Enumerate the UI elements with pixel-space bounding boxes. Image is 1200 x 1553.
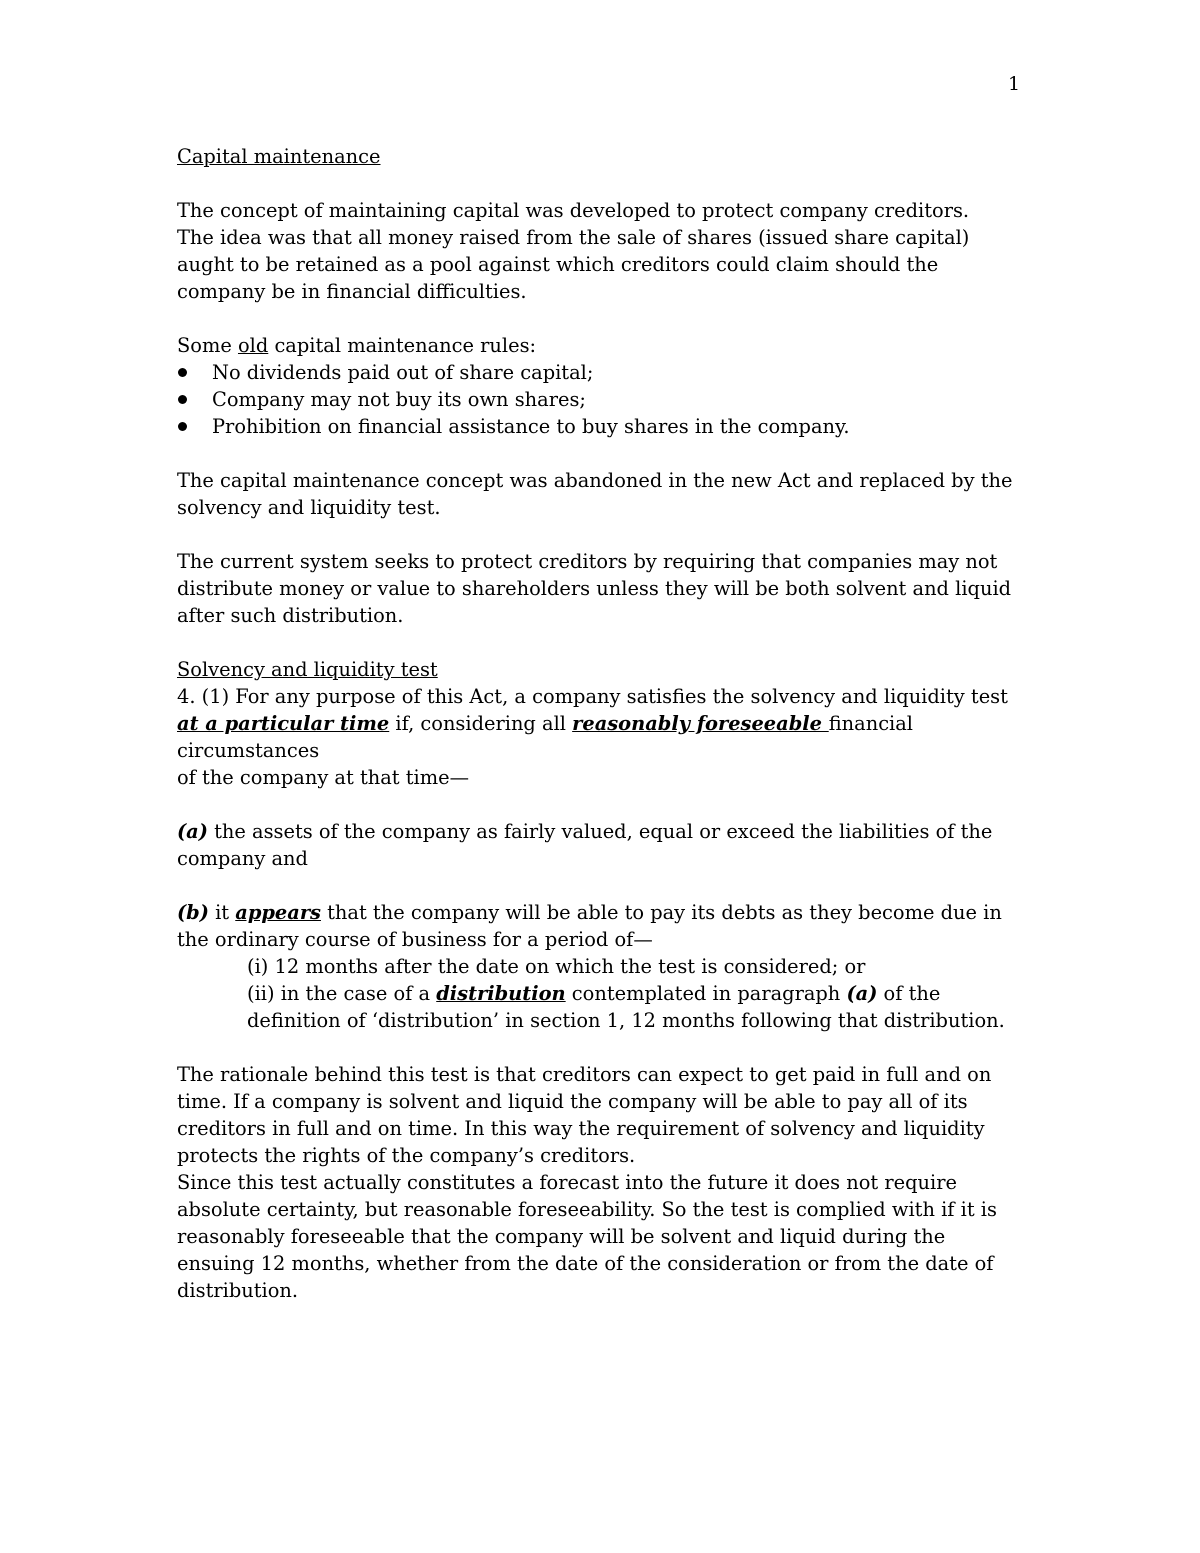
old-rules-intro bbox=[177, 332, 1037, 359]
subparagraph-ii-text: contemplated in paragraph bbox=[565, 982, 847, 1005]
rationale-line: creditors in full and on time. In this way the requirement of solvency and liquidity bbox=[177, 1117, 985, 1140]
abandoned-line: solvency and liquidity test. bbox=[177, 496, 441, 519]
paragraph-a-line bbox=[177, 818, 1037, 845]
subparagraph-ii-text: of the bbox=[877, 982, 941, 1005]
rationale-line: ensuing 12 months, whether from the date of the consideration or from the date of bbox=[177, 1252, 994, 1275]
rationale-line: Since this test actually constitutes a forecast into the future it does not require bbox=[177, 1171, 957, 1194]
intro-line: The idea was that all money raised from the sale of shares (issued share capital) bbox=[177, 226, 970, 249]
subparagraph-ii bbox=[177, 980, 1037, 1007]
paragraph-b-text: it bbox=[208, 901, 236, 924]
abandoned-paragraph bbox=[177, 467, 1037, 521]
rationale-line: reasonably foreseeable that the company will be solvent and liquid during the bbox=[177, 1225, 946, 1248]
rationale-line: time. If a company is solvent and liquid the company will be able to pay all of its bbox=[177, 1090, 968, 1113]
current-system-line: after such distribution. bbox=[177, 604, 404, 627]
section-4-text: if, considering all bbox=[389, 712, 573, 735]
heading-capital-maintenance-text: Capital maintenance bbox=[177, 145, 381, 168]
paragraph-a bbox=[177, 818, 1037, 872]
list-item: Company may not buy its own shares; bbox=[177, 386, 1037, 413]
emphasis-distribution: distribution bbox=[436, 982, 566, 1005]
rationale-line: absolute certainty, but reasonable foreseeability. So the test is complied with if it is bbox=[177, 1198, 997, 1221]
intro-line: aught to be retained as a pool against which creditors could claim should the bbox=[177, 253, 939, 276]
rationale-line: protects the rights of the company’s creditors. bbox=[177, 1144, 636, 1167]
current-system-paragraph bbox=[177, 548, 1037, 629]
subparagraph-ii-continued: definition of ‘distribution’ in section 1, 12 months following that distribution. bbox=[247, 1009, 1005, 1032]
paragraph-a-label: (a) bbox=[177, 820, 208, 843]
emphasis-particular-time: at a particular time bbox=[177, 712, 390, 735]
heading-solvency-liquidity bbox=[177, 656, 1037, 683]
intro-line: company be in financial difficulties. bbox=[177, 280, 527, 303]
old-rules-prefix: Some bbox=[177, 334, 238, 357]
section-4-line: 4. (1) For any purpose of this Act, a company satisfies the solvency and liquidity test bbox=[177, 685, 1008, 708]
list-item: Prohibition on financial assistance to buy shares in the company. bbox=[177, 413, 1037, 440]
paragraph-b-label: (b) bbox=[177, 901, 209, 924]
page-number: 1 bbox=[1008, 73, 1021, 95]
intro-paragraph bbox=[177, 197, 1037, 305]
section-4-paragraph bbox=[177, 683, 1037, 791]
rationale-line: distribution. bbox=[177, 1279, 299, 1302]
heading-capital-maintenance bbox=[177, 143, 1037, 170]
section-4-line bbox=[177, 710, 1037, 764]
heading-solvency-liquidity-text: Solvency and liquidity test bbox=[177, 658, 438, 681]
list-item: No dividends paid out of share capital; bbox=[177, 359, 1037, 386]
emphasis-reasonably-foreseeable: reasonably foreseeable bbox=[572, 712, 829, 735]
section-4-line: of the company at that time— bbox=[177, 766, 469, 789]
rationale-paragraph bbox=[177, 1061, 1037, 1304]
section-4-text: financial circumstances bbox=[177, 712, 914, 762]
paragraph-b bbox=[177, 899, 1037, 1034]
paragraph-b-line bbox=[177, 899, 1037, 926]
intro-line: The concept of maintaining capital was developed to protect company creditors. bbox=[177, 199, 970, 222]
current-system-line: distribute money or value to shareholders unless they will be both solvent and liquid bbox=[177, 577, 1012, 600]
document-body bbox=[177, 143, 1037, 1304]
rationale-line: The rationale behind this test is that creditors can expect to get paid in full and on bbox=[177, 1063, 992, 1086]
paragraph-a-text: the assets of the company as fairly valued, equal or exceed the liabilities of the bbox=[207, 820, 993, 843]
subparagraph-ii-text: (ii) in the case of a bbox=[247, 982, 437, 1005]
reference-a: (a) bbox=[846, 982, 878, 1005]
old-rules-underlined: old bbox=[237, 334, 269, 357]
paragraph-b-line: the ordinary course of business for a period of— bbox=[177, 928, 653, 951]
subparagraph-i: (i) 12 months after the date on which the test is considered; or bbox=[247, 955, 866, 978]
emphasis-appears: appears bbox=[235, 901, 321, 924]
old-rules-list bbox=[177, 359, 1037, 440]
abandoned-line: The capital maintenance concept was abandoned in the new Act and replaced by the bbox=[177, 469, 1013, 492]
current-system-line: The current system seeks to protect creditors by requiring that companies may not bbox=[177, 550, 998, 573]
old-rules-suffix: capital maintenance rules: bbox=[268, 334, 537, 357]
paragraph-b-text: that the company will be able to pay its debts as they become due in bbox=[320, 901, 1002, 924]
paragraph-a-line: company and bbox=[177, 847, 308, 870]
